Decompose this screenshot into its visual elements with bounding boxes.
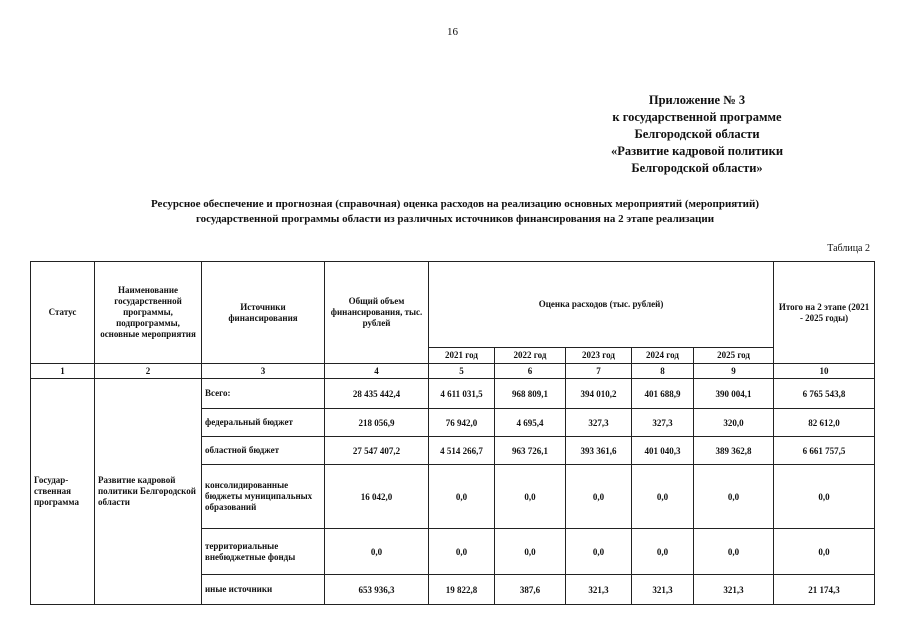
header-year-2022: 2022 год	[495, 348, 566, 364]
header-stage-total: Итого на 2 этапе (2021 - 2025 годы)	[774, 262, 875, 364]
column-number: 2	[95, 364, 202, 379]
budget-table	[30, 261, 875, 605]
year-2022-cell: 963 726,1	[495, 437, 566, 465]
year-2021-cell: 0,0	[429, 529, 495, 575]
source-cell: территориальные внебюджетные фонды	[202, 529, 325, 575]
header-name: Наименование государственной программы, подпрограммы, основные мероприятия	[95, 262, 202, 364]
stage-total-cell: 6 661 757,5	[774, 437, 875, 465]
year-2022-cell: 387,6	[495, 575, 566, 605]
header-total-volume: Общий объем финансирования, тыс. рублей	[325, 262, 429, 364]
year-2023-cell: 393 361,6	[566, 437, 632, 465]
year-2025-cell: 0,0	[694, 465, 774, 529]
total-cell: 653 936,3	[325, 575, 429, 605]
stage-total-cell: 0,0	[774, 529, 875, 575]
year-2021-cell: 0,0	[429, 465, 495, 529]
year-2024-cell: 0,0	[632, 529, 694, 575]
year-2021-cell: 4 514 266,7	[429, 437, 495, 465]
header-year-2023: 2023 год	[566, 348, 632, 364]
program-name-cell: Развитие кадровой политики Белгородской области	[95, 379, 202, 605]
year-2023-cell: 321,3	[566, 575, 632, 605]
column-number: 5	[429, 364, 495, 379]
year-2023-cell: 394 010,2	[566, 379, 632, 409]
year-2023-cell: 0,0	[566, 529, 632, 575]
document-title	[70, 197, 840, 227]
year-2022-cell: 0,0	[495, 465, 566, 529]
column-number: 1	[31, 364, 95, 379]
title-line-1: Ресурсное обеспечение и прогнозная (справочная) оценка расходов на реализацию основных мероприятий (мероприятий)	[150, 198, 759, 210]
appendix-line-2: к государственной программе	[612, 110, 782, 124]
appendix-heading	[547, 92, 847, 177]
status-cell: Государ-ственная программа	[31, 379, 95, 605]
year-2022-cell: 4 695,4	[495, 409, 566, 437]
appendix-line-4: «Развитие кадровой политики	[610, 144, 784, 158]
year-2025-cell: 390 004,1	[694, 379, 774, 409]
source-cell: консолидированные бюджеты муниципальных образований	[202, 465, 325, 529]
column-number: 4	[325, 364, 429, 379]
total-cell: 27 547 407,2	[325, 437, 429, 465]
header-year-2024: 2024 год	[632, 348, 694, 364]
year-2024-cell: 321,3	[632, 575, 694, 605]
column-number: 3	[202, 364, 325, 379]
year-2024-cell: 0,0	[632, 465, 694, 529]
stage-total-cell: 6 765 543,8	[774, 379, 875, 409]
source-cell: федеральный бюджет	[202, 409, 325, 437]
table-label: Таблица 2	[827, 243, 870, 254]
year-2021-cell: 4 611 031,5	[429, 379, 495, 409]
year-2021-cell: 19 822,8	[429, 575, 495, 605]
source-cell: областной бюджет	[202, 437, 325, 465]
year-2025-cell: 389 362,8	[694, 437, 774, 465]
header-year-2025: 2025 год	[694, 348, 774, 364]
stage-total-cell: 82 612,0	[774, 409, 875, 437]
year-2022-cell: 0,0	[495, 529, 566, 575]
total-cell: 0,0	[325, 529, 429, 575]
year-2022-cell: 968 809,1	[495, 379, 566, 409]
table-row	[31, 379, 875, 409]
year-2024-cell: 401 040,3	[632, 437, 694, 465]
column-number-row	[31, 364, 875, 379]
appendix-line-1: Приложение № 3	[648, 93, 746, 107]
header-year-2021: 2021 год	[429, 348, 495, 364]
year-2025-cell: 0,0	[694, 529, 774, 575]
column-number: 8	[632, 364, 694, 379]
title-line-2: государственной программы области из различных источников финансирования на 2 этапе реализации	[195, 213, 715, 225]
year-2023-cell: 0,0	[566, 465, 632, 529]
appendix-line-3: Белгородской области	[634, 127, 760, 141]
year-2021-cell: 76 942,0	[429, 409, 495, 437]
year-2024-cell: 327,3	[632, 409, 694, 437]
source-cell: иные источники	[202, 575, 325, 605]
total-cell: 16 042,0	[325, 465, 429, 529]
stage-total-cell: 21 174,3	[774, 575, 875, 605]
page-number: 16	[447, 26, 458, 38]
total-cell: 28 435 442,4	[325, 379, 429, 409]
column-number: 9	[694, 364, 774, 379]
header-sources: Источники финансирования	[202, 262, 325, 364]
stage-total-cell: 0,0	[774, 465, 875, 529]
year-2025-cell: 320,0	[694, 409, 774, 437]
header-status: Статус	[31, 262, 95, 364]
column-number: 6	[495, 364, 566, 379]
total-cell: 218 056,9	[325, 409, 429, 437]
appendix-line-5: Белгородской области»	[631, 161, 763, 175]
column-number: 7	[566, 364, 632, 379]
header-estimate: Оценка расходов (тыс. рублей)	[429, 262, 774, 348]
year-2023-cell: 327,3	[566, 409, 632, 437]
column-number: 10	[774, 364, 875, 379]
source-cell: Всего:	[202, 379, 325, 409]
year-2024-cell: 401 688,9	[632, 379, 694, 409]
year-2025-cell: 321,3	[694, 575, 774, 605]
